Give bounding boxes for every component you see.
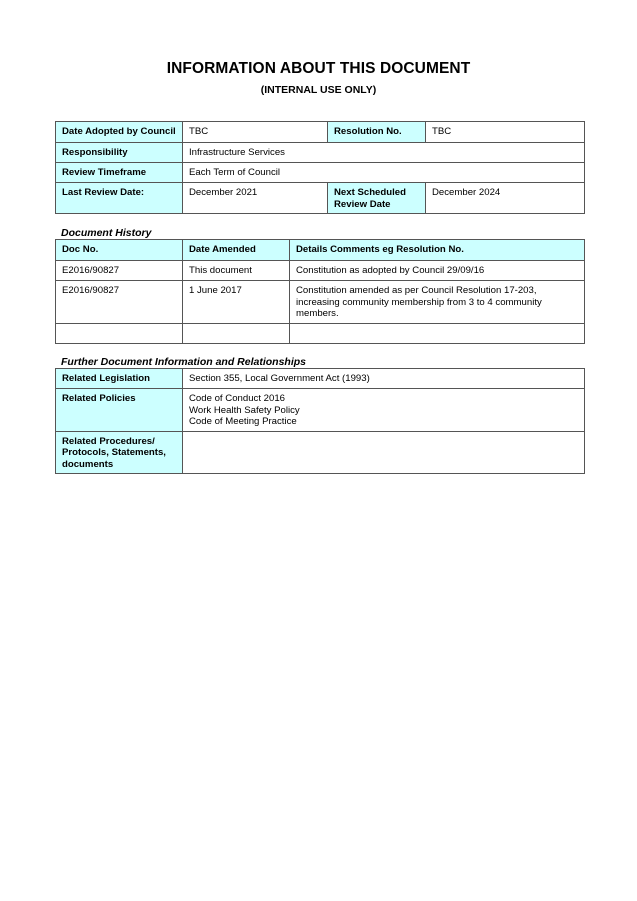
next-review-label-line: Next Scheduled [334, 187, 406, 198]
row-date-adopted [56, 122, 585, 143]
document-history-heading: Document History [61, 227, 152, 239]
table-row [56, 281, 585, 324]
legislation-value: Section 355, Local Government Act (1993) [183, 369, 585, 389]
row-responsibility [56, 143, 585, 163]
resolution-label: Resolution No. [328, 122, 426, 143]
row-related-policies [56, 389, 585, 432]
procedures-label [56, 431, 183, 474]
date-cell: This document [183, 261, 290, 281]
empty-cell [56, 323, 183, 343]
last-review-value: December 2021 [183, 183, 328, 214]
procedures-value [183, 431, 585, 474]
doc-no-cell: E2016/90827 [56, 261, 183, 281]
document-subtitle: (INTERNAL USE ONLY) [260, 84, 377, 96]
empty-cell [183, 323, 290, 343]
responsibility-value: Infrastructure Services [183, 143, 585, 163]
details-line: members. [296, 308, 339, 319]
col-doc-no: Doc No. [56, 240, 183, 261]
procedures-label-line: documents [62, 458, 114, 470]
next-review-value: December 2024 [426, 183, 585, 214]
next-review-label [328, 183, 426, 214]
policies-value [183, 389, 585, 432]
document-title: INFORMATION ABOUT THIS DOCUMENT [166, 60, 471, 77]
date-cell: 1 June 2017 [183, 281, 290, 324]
responsibility-label: Responsibility [56, 143, 183, 163]
col-details: Details Comments eg Resolution No. [290, 240, 585, 261]
details-line: Constitution as adopted by Council 29/09/16 [296, 265, 485, 276]
col-date-amended: Date Amended [183, 240, 290, 261]
further-info-heading: Further Document Information and Relationships [61, 356, 307, 368]
document-history-table [55, 239, 585, 344]
policy-item: Work Health Safety Policy [189, 404, 300, 416]
procedures-label-line: Related Procedures/ [62, 435, 155, 447]
details-cell [290, 281, 585, 324]
table-header-row [56, 240, 585, 261]
row-related-legislation [56, 369, 585, 389]
row-review-timeframe [56, 163, 585, 183]
details-line: increasing community membership from 3 to 4 community [296, 296, 542, 308]
row-last-review [56, 183, 585, 214]
details-line: Constitution amended as per Council Resolution 17-203, [296, 285, 537, 296]
procedures-label-line: Protocols, Statements, [62, 447, 166, 458]
table-row-empty [56, 323, 585, 343]
policies-label: Related Policies [56, 389, 183, 432]
empty-cell [290, 323, 585, 343]
legislation-label: Related Legislation [56, 369, 183, 389]
next-review-label-line: Review Date [334, 198, 391, 210]
review-timeframe-label: Review Timeframe [56, 163, 183, 183]
resolution-value: TBC [426, 122, 585, 143]
further-info-table [55, 368, 585, 474]
review-timeframe-value: Each Term of Council [183, 163, 585, 183]
details-cell [290, 261, 585, 281]
date-adopted-label: Date Adopted by Council [56, 122, 183, 143]
policy-item: Code of Conduct 2016 [189, 393, 286, 404]
date-adopted-value: TBC [183, 122, 328, 143]
row-related-procedures [56, 431, 585, 474]
last-review-label: Last Review Date: [56, 183, 183, 214]
doc-no-cell: E2016/90827 [56, 281, 183, 324]
policy-item: Code of Meeting Practice [189, 416, 297, 427]
table-row [56, 261, 585, 281]
info-table [55, 121, 585, 214]
